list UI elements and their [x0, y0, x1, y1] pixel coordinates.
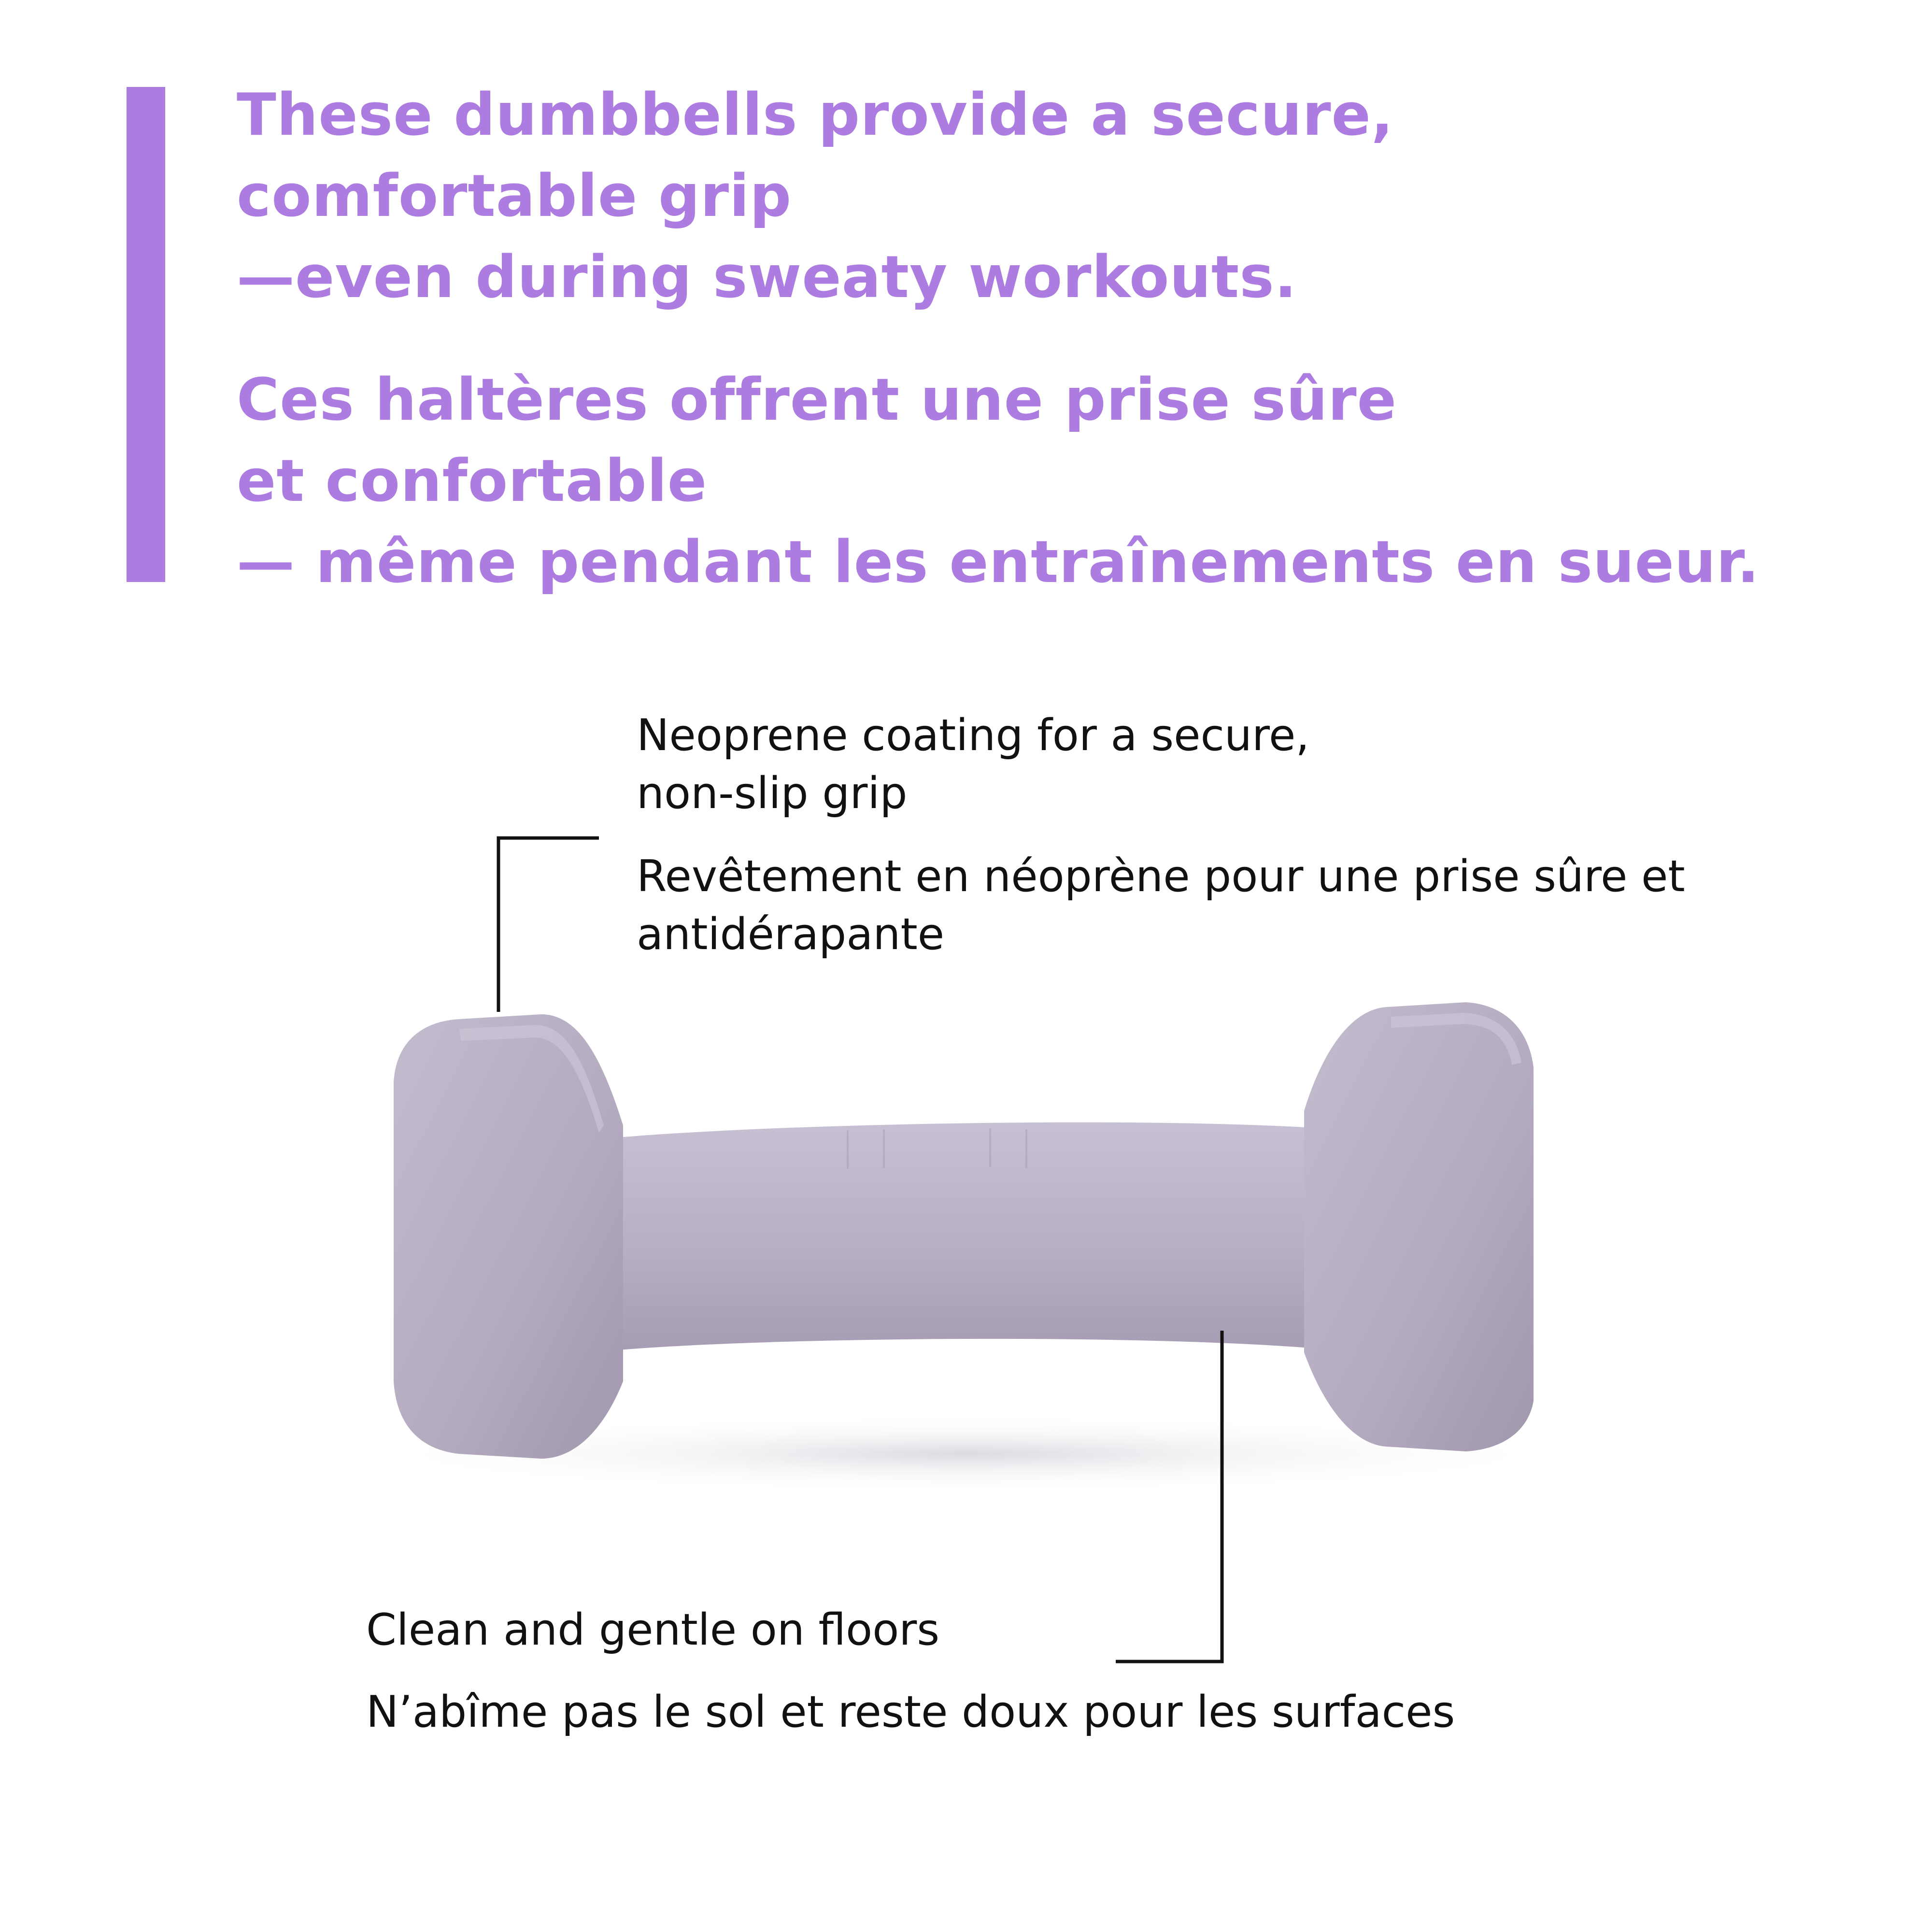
floors-callout-french: N’abîme pas le sol et reste doux pour les surfaces [366, 1687, 1455, 1737]
headline-english: These dumbbells provide a secure, comfortable grip —even during sweaty workouts. [237, 82, 1394, 311]
floors-leader-line [1116, 1331, 1222, 1662]
grip-callout-english: Neoprene coating for a secure, non-slip grip [637, 710, 1309, 819]
headline-french: Ces haltères offrent une prise sûre et confortable — même pendant les entraînements en sueur. [237, 367, 1760, 596]
floors-callout-english: Clean and gentle on floors [366, 1605, 940, 1655]
grip-leader-line [498, 838, 599, 1012]
grip-callout-french: Revêtement en néoprène pour une prise sûre et antidérapante [637, 851, 1685, 960]
